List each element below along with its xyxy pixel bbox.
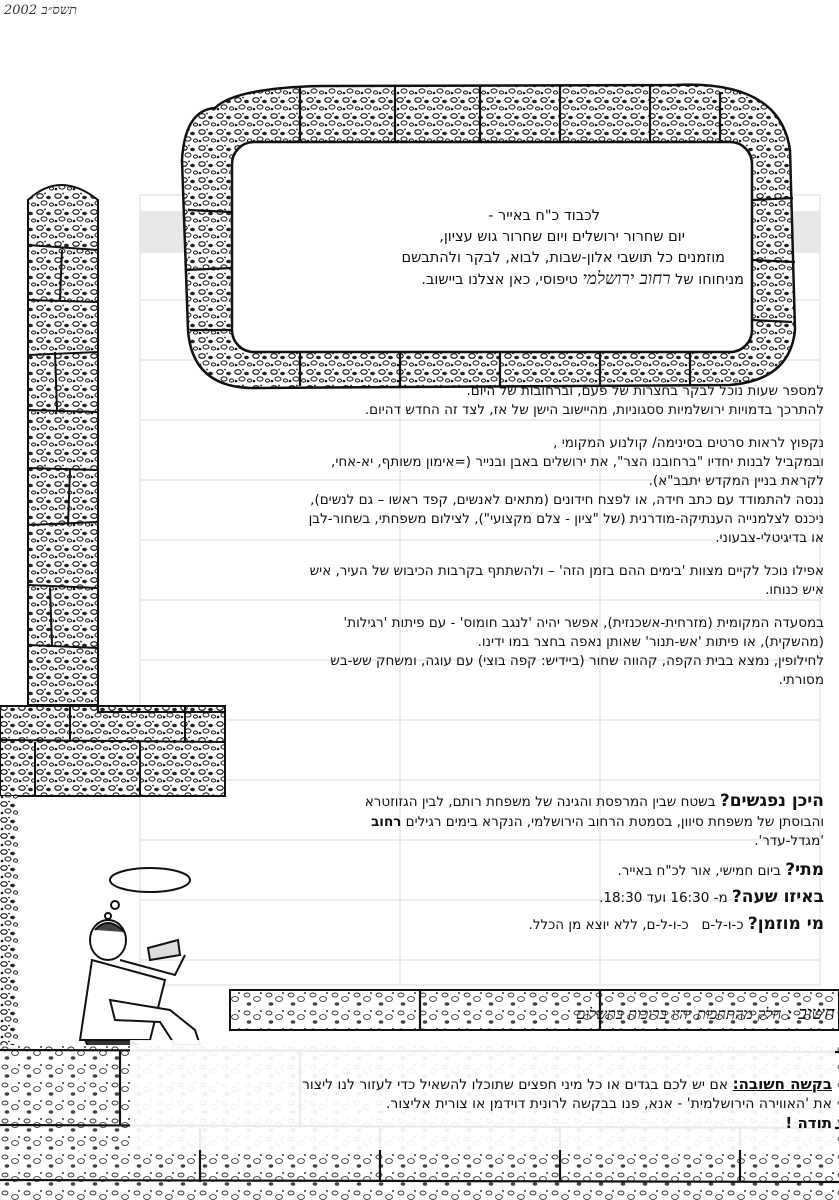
invited-question: מי מוזמן? — [747, 914, 824, 934]
request-block — [150, 1075, 832, 1133]
request-thanks: תודה ! — [785, 1114, 832, 1132]
para-5b: (מהשקית), או פיתות 'אש-תנור' שאותן נאפה בחצר במו ידינו. — [477, 634, 824, 650]
request-text-2: את 'האווירה הירושלמית' - אנא, פנו בבקשה לרונית דוידמן או צורית אליצור. — [385, 1096, 832, 1112]
invited-answer: כ-ו-ל-ם כ-ו-ל-ם, ללא יוצא מן הכלל. — [528, 917, 744, 933]
invitation-line-2: יום שחרור ירושלים ויום שחרור גוש עציון, — [439, 229, 685, 245]
invitation-line-4 — [240, 269, 744, 291]
corner-note: תשס״ב 2002 — [4, 3, 77, 18]
invitation-line-4-end: טיפוסי, כאן אצלנו ביישוב. — [421, 272, 578, 288]
para-5c: לחילופין, נמצא בבית הקפה, קהווה שחור (ביידיש: קפה בוצי) עם עוגה, ומשחק שש-בש — [330, 653, 824, 669]
when-row — [232, 857, 824, 884]
para-1a: למספר שעות נוכל לבקר בחצרות של פעם, וברחובות של היום. — [466, 383, 824, 399]
time-question: באיזו שעה? — [731, 887, 824, 907]
invitation-line-1: לכבוד כ"ח באייר - — [488, 208, 600, 224]
invited-row — [232, 911, 824, 938]
where-question: היכן נפגשים? — [719, 791, 824, 811]
para-5d: מסורתי. — [778, 672, 824, 688]
time-to: 18:30. — [599, 890, 643, 906]
where-answer-2: והבוסתן של משפחת סיוון, בסמטת הרחוב הירושלמי, הנקרא בימים רגילים — [405, 814, 824, 830]
where-answer-1: בשטח שבין המרפסת והגינה של משפחת רותם, לבין הגזוזטרא — [364, 794, 716, 810]
where-line-2 — [232, 813, 824, 832]
logistics-block — [232, 790, 824, 938]
request-label: בקשה חשובה: — [732, 1075, 832, 1093]
time-row — [232, 884, 824, 911]
para-3c: או בדיגיטלי-צבעוני. — [715, 530, 824, 546]
para-3a: ננסה להתמודד עם כתב חידה, או לפצח חידונים (מתאים לאנשים, קפד ראשו – גם לנשים), — [310, 492, 824, 508]
where-row — [232, 790, 824, 813]
request-text-1: אם יש לכם בגדים או כל מיני חפצים שתוכלו להשאיל כדי לעזור לנו ליצור — [301, 1077, 729, 1093]
invitation-line-3: מוזמנים כל תושבי אלון-שבות, לבוא, לבקר ולהתבשם — [401, 250, 725, 266]
para-3b: ניכנס לצלמנייה הענתיקה-מודרנית (של "ציון - צלם מקצועי"), לצילום משפחתי, בשחור-לבן — [308, 511, 824, 527]
time-to-label: ועד — [646, 890, 667, 906]
time-from-label: מ- — [713, 890, 728, 906]
para-4b: איש כנוחו. — [765, 582, 824, 598]
important-note — [300, 1003, 835, 1024]
para-5a: במסעדה המקומית (מזרחית-אשכנזית), אפשר יהיה 'לנגב חומוס' - עם פיתות 'רגילות' — [343, 615, 824, 631]
important-handwritten: חלק מהתחכות יהיו ברוכות בתשלום — [575, 1005, 782, 1023]
when-question: מתי? — [785, 860, 824, 880]
time-from: 16:30 — [670, 890, 710, 906]
para-4a: אפילו נוכל לקיים מצוות 'בימים ההם בזמן הזה' – ולהשתתף בקרבות הכיבוש של העיר, איש — [309, 563, 824, 579]
where-answer-3: 'מגדל-עדר'. — [754, 833, 824, 849]
when-answer: ביום חמישי, אור לכ"ח באייר. — [617, 863, 781, 879]
invitation-line-4-start: מניחוחו של — [675, 272, 744, 288]
invitation-block — [240, 206, 744, 291]
para-2a: נקפוץ לראות סרטים בסינימה/ קולנוע המקומי , — [553, 435, 824, 451]
para-1b: להתרכך בדמויות ירושלמיות ססגוניות, מהיישוב הישן של אז, לצד זה החדש דהיום. — [364, 402, 824, 418]
handwritten-street-name: רחוב ירושלמי — [582, 269, 671, 289]
where-answer-2-bold: רחוב — [371, 814, 402, 830]
para-2c: לקראת בניין המקדש יתבב"א). — [648, 473, 824, 489]
main-body — [232, 382, 824, 690]
request-line-1 — [150, 1075, 832, 1095]
para-2b: ובמקביל לבנות יחדיו "ברחובנו הצר", את ירושלים באבן ובנייר (=אימון משותף, יא-אחי, — [331, 454, 824, 470]
important-label: חשוב : — [786, 1003, 835, 1024]
request-line-2 — [150, 1095, 832, 1114]
